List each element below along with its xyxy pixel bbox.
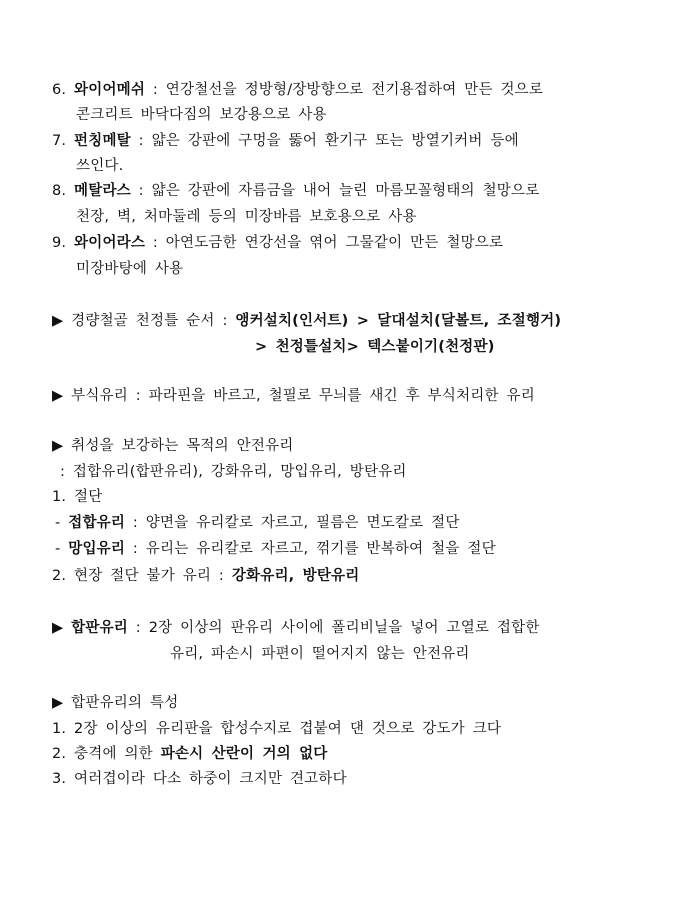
text-segment: 1. 2장 이상의 유리판을 합성수지로 겹붙여 댄 것으로 강도가 크다 [52,721,502,737]
text-line [76,105,327,125]
text-line [52,80,543,100]
text-segment: 7. [52,133,75,149]
text-line [170,644,470,664]
bold-term: 메탈라스 [74,183,131,199]
text-segment: 미장바탕에 사용 [76,261,184,277]
text-line [60,462,407,482]
text-line [52,744,328,764]
text-line [76,207,417,227]
text-line [52,131,519,151]
text-segment: 천장, 벽, 처마둘레 등의 미장바름 보호용으로 사용 [76,209,417,225]
text-segment: 8. [52,183,75,199]
text-segment: 콘크리트 바닥다짐의 보강용으로 사용 [76,107,327,123]
text-line [52,487,102,507]
text-line [52,311,561,331]
text-line [52,693,178,713]
text-line [52,719,501,739]
bold-term: 파손시 산란이 거의 없다 [160,746,328,762]
text-segment: : 2장 이상의 판유리 사이에 폴리비닐을 넣어 고열로 접합한 [128,620,540,636]
bold-term: > 천정틀설치> 텍스붙이기(천정판) [255,339,495,355]
bold-term: 와이어라스 [74,235,146,251]
bold-term: 앵커설치(인서트) > 달대설치(달볼트, 조절행거) [235,313,562,329]
text-line [52,566,359,586]
text-line [52,769,347,789]
text-line [55,513,460,533]
bold-term: 망입유리 [68,541,126,557]
bold-term: 펀칭메탈 [74,133,131,149]
text-segment: : 아연도금한 연강선을 엮어 그물같이 만든 철망으로 [145,235,504,251]
text-segment: 쓰인다. [76,158,124,174]
text-segment: ▶ [52,620,72,636]
text-segment: 9. [52,235,75,251]
text-line [76,156,123,176]
text-segment: 1. 절단 [52,489,103,505]
text-line [76,259,183,279]
bold-term: 합판유리 [71,620,128,636]
text-line [55,539,496,559]
text-segment: ▶ 합판유리의 특성 [52,695,179,711]
text-segment: : 유리는 유리칼로 자르고, 꺾기를 반복하여 철을 절단 [125,541,496,557]
text-segment: : 연강철선을 정방형/장방향으로 전기용접하여 만든 것으로 [145,82,544,98]
bold-term: 접합유리 [68,515,126,531]
text-segment: 6. [52,82,75,98]
text-segment: : 얇은 강판에 구멍을 뚫어 환기구 또는 방열기커버 등에 [130,133,519,149]
text-segment: 3. 여러겹이라 다소 하중이 크지만 견고하다 [52,771,347,787]
text-line [52,181,539,201]
text-segment: : 얇은 강판에 자름금을 내어 늘린 마름모꼴형태의 철망으로 [130,183,540,199]
text-segment: ▶ 부식유리 : 파라핀을 바르고, 철필로 무늬를 새긴 후 부식처리한 유리 [52,388,535,404]
text-line [255,337,495,357]
text-segment: 2. 현장 절단 불가 유리 : [52,568,232,584]
text-segment: ▶ 취성을 보강하는 목적의 안전유리 [52,438,294,454]
text-segment: - [55,515,69,531]
bold-term: 와이어메쉬 [74,82,146,98]
text-line [52,618,540,638]
bold-term: 강화유리, 방탄유리 [231,568,360,584]
text-segment: 유리, 파손시 파편이 떨어지지 않는 안전유리 [170,646,470,662]
text-segment: 2. 충격에 의한 [52,746,161,762]
text-segment: : 양면을 유리칼로 자르고, 필름은 면도칼로 절단 [125,515,460,531]
text-line [52,436,293,456]
text-line [52,233,503,253]
text-segment: - [55,541,69,557]
text-line [52,386,535,406]
text-segment: ▶ 경량철골 천정틀 순서 : [52,313,236,329]
text-segment: : 접합유리(합판유리), 강화유리, 망입유리, 방탄유리 [60,464,407,480]
